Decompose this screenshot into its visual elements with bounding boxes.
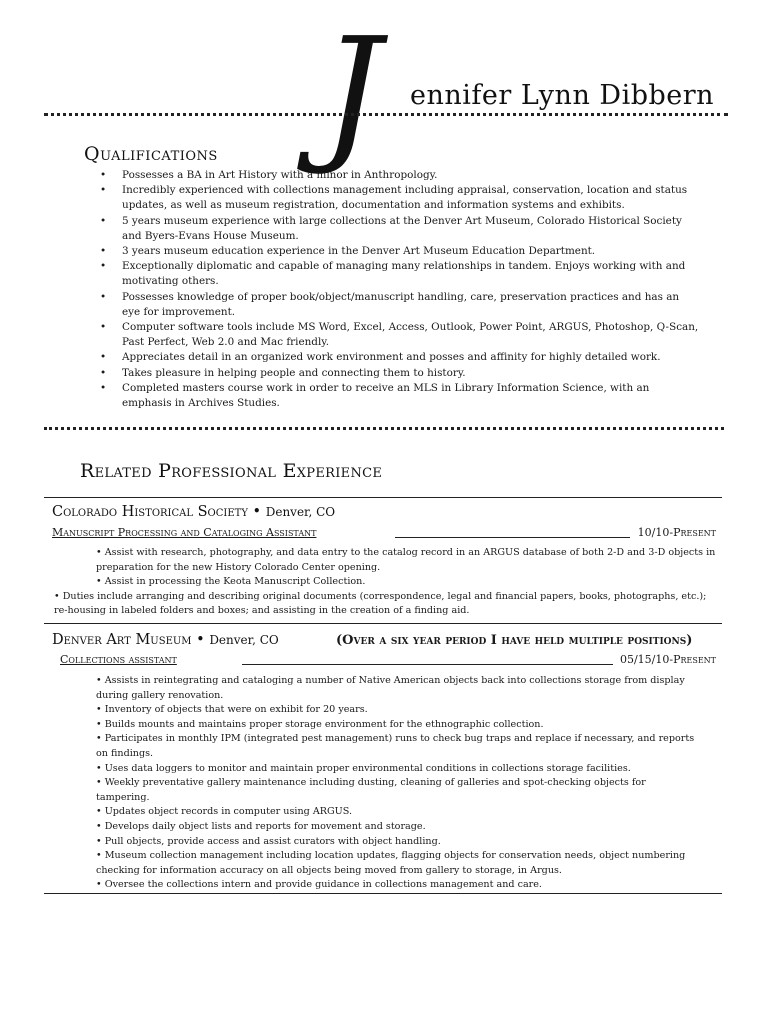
name-rest: ennifer Lynn Dibbern xyxy=(410,80,715,111)
duty-item: • Oversee the collections intern and provide guidance in collections management and care. xyxy=(96,879,542,891)
qualification-text: 3 years museum education experience in the Denver Art Museum Education Department. xyxy=(122,245,596,258)
bullet-icon: • xyxy=(100,290,107,303)
duty-item: • Duties include arranging and describing original documents (correspondence, legal and financial papers, books, photographs, etc.); re-housing in labeled folders and boxes; and assisting in the creation of a finding aid. xyxy=(54,590,707,617)
duty-item: • Participates in monthly IPM (integrated pest management) runs to check bug traps and replace if necessary, and reports on findings. xyxy=(96,733,695,759)
dotted-divider-top xyxy=(44,113,728,116)
employer-denver-art-museum xyxy=(52,632,279,648)
employer-location: Denver, CO xyxy=(265,505,336,519)
qualification-item xyxy=(100,183,700,213)
employer-location: Denver, CO xyxy=(209,633,279,647)
qualification-text: Exceptionally diplomatic and capable of managing many relationships in tandem. Enjoys working with and motivating others. xyxy=(122,260,686,288)
role-row xyxy=(60,653,716,667)
qualification-text: 5 years museum experience with large collections at the Denver Art Museum, Colorado Historical Society and Byers-Evans House Museum. xyxy=(122,214,682,242)
qualification-item xyxy=(100,244,700,259)
bullet-icon: • xyxy=(100,184,107,197)
qualification-text: Takes pleasure in helping people and connecting them to history. xyxy=(122,366,466,379)
qualifications-list xyxy=(100,168,700,411)
duty-item: • Develops daily object lists and reports for movement and storage. xyxy=(96,820,426,832)
qualifications-heading: Qualifications xyxy=(84,143,218,165)
qualification-text: Possesses knowledge of proper book/object/manuscript handling, care, preservation practices and has an eye for improvement. xyxy=(122,290,680,318)
duty-item: • Builds mounts and maintains proper storage environment for the ethnographic collection. xyxy=(96,718,544,730)
qualification-item xyxy=(100,214,700,244)
bullet-icon: • xyxy=(100,214,107,227)
bullet-icon: • xyxy=(100,366,107,379)
bullet-icon: • xyxy=(100,321,107,334)
bullet-icon: • xyxy=(100,260,107,273)
employer-name: Colorado Historical Society xyxy=(52,504,248,520)
qualification-item xyxy=(100,259,700,289)
qualification-item xyxy=(100,168,700,183)
employer-note: (Over a six year period I have held multiple positions) xyxy=(336,633,693,648)
duty-item: • Museum collection management including location updates, flagging objects for conservation needs, object numbering checking for information accuracy on all objects being moved from gallery to storage, in Argus. xyxy=(96,850,686,876)
role-leader-line xyxy=(395,537,630,538)
duty-item: • Assist in processing the Keota Manuscript Collection. xyxy=(96,576,366,588)
bullet-icon: • xyxy=(100,245,107,258)
duty-item: • Pull objects, provide access and assist curators with object handling. xyxy=(96,835,441,847)
duties-list xyxy=(54,546,716,619)
role-title: Manuscript Processing and Cataloging Assistant xyxy=(52,526,317,539)
dotted-divider-middle xyxy=(44,427,724,430)
role-title: Collections assistant xyxy=(60,653,177,666)
bullet-icon: • xyxy=(100,381,107,394)
qualification-text: Incredibly experienced with collections management including appraisal, conservation, location and status updates, as well as museum registration, documentation and information systems and exhibits. xyxy=(122,184,688,212)
section-rule xyxy=(44,893,722,894)
qualification-item xyxy=(100,320,700,350)
experience-heading: Related Professional Experience xyxy=(80,460,383,482)
qualification-item xyxy=(100,290,700,320)
qualification-text: Computer software tools include MS Word, Excel, Access, Outlook, Power Point, ARGUS, Photoshop, Q-Scan, Past Perfect, Web 2.0 and Mac friendly. xyxy=(122,321,699,349)
qualification-item xyxy=(100,350,700,365)
duties-list xyxy=(96,674,696,893)
qualification-text: Completed masters course work in order to receive an MLS in Library Information Science, with an emphasis in Archives Studies. xyxy=(122,381,650,410)
qualification-item xyxy=(100,366,700,381)
duty-item: • Inventory of objects that were on exhibit for 20 years. xyxy=(96,704,368,716)
qualification-text: Appreciates detail in an organized work environment and posses and affinity for highly detailed work. xyxy=(122,351,661,364)
employer-colorado-historical-society xyxy=(52,504,335,520)
employer-name: Denver Art Museum xyxy=(52,632,192,648)
bullet-icon: • xyxy=(100,169,107,181)
role-leader-line xyxy=(242,664,613,665)
duty-item: • Assist with research, photography, and data entry to the catalog record in an ARGUS database of both 2-D and 3-D objects in preparation for the new History Colorado Center opening. xyxy=(96,547,716,573)
separator: • xyxy=(247,504,266,520)
role-dates: 10/10-Present xyxy=(637,526,716,539)
role-row xyxy=(52,526,716,540)
name-initial: J xyxy=(322,6,382,178)
duty-item: • Uses data loggers to monitor and maintain proper environmental conditions in collections storage facilities. xyxy=(96,762,631,774)
bullet-icon: • xyxy=(100,351,107,364)
qualification-item xyxy=(100,381,700,411)
duty-item: • Weekly preventative gallery maintenance including dusting, cleaning of galleries and spot-checking objects for tampering. xyxy=(96,777,646,803)
duty-item: • Assists in reintegrating and cataloging a number of Native American objects back into collections storage from display during gallery renovation. xyxy=(96,675,685,701)
section-rule xyxy=(44,623,722,624)
duty-item: • Updates object records in computer using ARGUS. xyxy=(96,806,353,818)
section-rule xyxy=(44,497,722,498)
separator: • xyxy=(191,632,210,648)
role-dates: 05/15/10-Present xyxy=(619,653,716,666)
qualification-text: Possesses a BA in Art History with a minor in Anthropology. xyxy=(122,169,438,181)
